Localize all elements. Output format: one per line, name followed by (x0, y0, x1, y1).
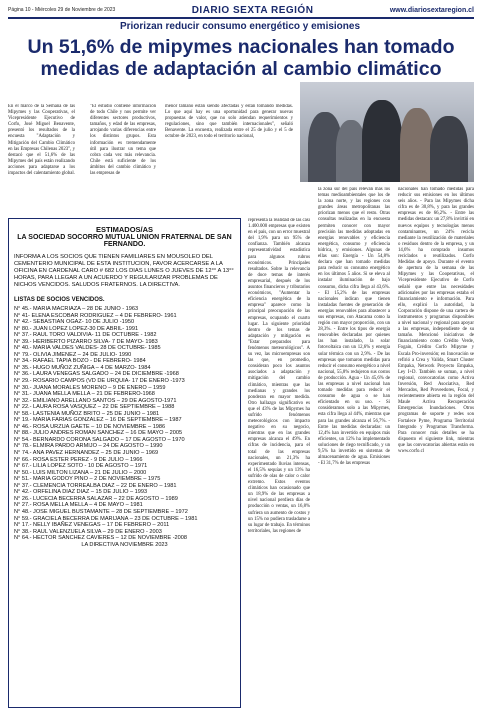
member-item: N° 41- ELENA ESCOBAR RODRIGUEZ – 4 DE FEBRERO- 1961 (14, 312, 177, 319)
member-item: N° 36.- LAURA VENEGAS SALGADO – 24 DE DICIEMBRE -1968 (14, 371, 179, 378)
member-item: N° 39.- HERIBERTO PIZARRO SILVA- 7 DE MAYO- 1983 (14, 338, 158, 345)
masthead: DIARIO SEXTA REGIÓN (191, 4, 314, 16)
page-date: Página 10 - Miércoles 29 de Noviembre de 2023 (8, 7, 116, 13)
member-item: N° 67.- LILIA LOPEZ SOTO - 10 DE AGOSTO – 1971 (14, 463, 148, 470)
notice-signoff: LA DIRECTIVA NOVIEMBRE 2023 (81, 541, 168, 548)
notice-title: ESTIMADOS/AS (95, 225, 154, 234)
member-item: N° 19.- MARIA FARIAS GONZALEZ – 16 DE SEPTIEMBRE – 1987 (14, 417, 182, 424)
member-item: N° 79.- OLIVIA JIMENEZ – 24 DE JULIO- 1990 (14, 351, 132, 358)
notice-subtitle: LA SOCIEDAD SOCORRO MUTUAL UNION FRATERNAL DE SAN FERNANDO. (17, 234, 232, 248)
member-item: N° 50.- LUIS MILTON LIZANA – 21 DE JULIO – 2000 (14, 469, 147, 476)
article-column-6: nacionales han tomado medidas para reducir sus emisiones en los últimos seis años. - Para las Mipymes dicha cifra es de 30,8%, y para las grandes empresas es de 66,2%. - Entre las medidas destacan: un 27,8% invirtió en nuevos equipos y tecnologías menos contaminantes, un 24% recicla mediante la reutilización de materiales o residuos dentro de la empresa, y un 14,6% ha comprado insumos reciclados o reutilizados. Corfo Medidas de apoyo. Durante el evento de apertura de la semana de las Mipymes y las Cooperativas, el Vicepresidente Ejecutivo de Corfo señaló que entre las necesidades adicionales por las empresas estaba el financiamiento e información. Para ello, explicó la autoridad, la Corporación dispone de una cartera de instrumentos y programas disponibles a nivel nacional y regional para apoyar a las empresas, independiente de su tamaño. Mencionó iniciativas de financiamiento como Crédito Verde, Fogain, Crédito Corfo Mipyme y Escala Pro-inversión; en Innovación se refirió a Crea y Valida, Smart Cluster Empaka, Network Proyecto Empaka, Ley I+D. También se suman, a nivel regional, convocatorias como Activa Inversión, Red Asociativa, Red Mercados, Red Proveedores, Focal, y recientemente abierta en la región del Maule Activa Recuperación Emergencias Inundaciones. Otros programas de soporte y redes son Fortalece Pyme, Programa Territorial Integrado y Programas Transforma. Para conocer más detalles se ha dispuesto el siguiente link, mientras que las convocatorias abiertas están en www.corfo.cl (398, 187, 474, 455)
member-item: N° 45.- MARIA MACRIAZA – 28 DE JUNIO - 1963 (14, 306, 139, 312)
member-item: N° 37.- RAUL TORO VALDIVIA- 11 DE OCTUBRE - 1982 (14, 332, 157, 339)
member-item: N° 54.- BERNARDO CORONA SALGADO – 17 DE AGOSTO – 1970 (14, 436, 185, 443)
member-item: N° 58.- LASTENIA MUÑOZ BRITO – 25 DE JUNIO – 1981 (14, 410, 160, 417)
article-column-3: menor tamaño están siendo afectadas y están tomando medidas. Lo que aquí hay es una oportunidad para generar nuevas propuestas de valor, que no solo atiendan requerimientos y regulaciones, sino que también internacionales", señaló Benavente. La encuesta, realizada entre el 25 de julio y el 5 de octubre de 2023, en todo el territorio nacional, (165, 104, 293, 140)
article-column-4: representa la realidad de las casi 1.400.000 empresas que existen en el país, con un error muestral del 1,9% para un 95% de confianza. También alcanza representatividad estadística para algunos rubros económicos. Principales resultados. Sobre la relevancia de doce temas de interés empresarial, después de los asuntos financieros y tributarios económicos, "Aumentar la eficiencia energética de la empresa" aparece como la principal preocupación de las empresas, ocupando el cuarto lugar. La siguiente prioridad dentro de los temas de adaptación y mitigación es "Estar preparados para fenómenos meteorológicos". A su vez, las microempresas son las que, en promedio, consideran poco los asuntos asociados a adaptación y mitigación del cambio climático, mientras que las medianas y grandes los ponderan en mayor medida. Otro hallazgo significativo es que el 43% de las Mipymes ha sufrido fenómenos meteorológicos con impacto negativo en su negocio, mientras que en las grandes empresas alcanza el 49%. En cifras de incidencia, para el total de las empresas nacionales, un 21,3% ha experimentado lluvias intensas, el 16,5% sequías y un 13% ha sufrido de olas de calor o calor extremo. Estos eventos climáticos han ocasionado que un 18,9% de las empresas a nivel nacional perdiera días de producción o ventas, un 16,8% sufriera un aumento de costos y un 15% no pudiera trasladarse a su lugar de trabajo. En términos territoriales, las regiones de (248, 218, 310, 534)
article-column-1: En el marco de la Semana de las Mipymes y las Cooperativas, el Vicepresidente Ejecutivo de Corfo, José Miguel Benavente, presentó los resultados de la encuesta "Adaptación y Mitigación del Cambio Climático en las Empresas Chilenas 2023", y destacó que el 51,6% de las Mipymes del país están realizando acciones para adaptarse a los impactos del calentamiento global. (8, 104, 75, 177)
article-column-2: "El estudio contiene información de todo Chile y nos permite ver diferentes sectores productivos, tamaños, y edad de las empresas, arrojando varias diferencias entre los distintos grupos. Esta información es tremendamente útil para ilustrar un tema que cobra cada vez más relevancia. Chile está suficiente de los ámbitos del cambio climático y las empresas de (90, 104, 156, 177)
member-item: N° 32.- EMILIANO ARELLANO SANTOS – 29 DE AGOSTO-1971 (14, 397, 177, 404)
member-item: N° 37.- CLEMENCIA TORREALBA DIAZ – 22 DE ENERO – 1981 (14, 482, 177, 489)
website-link[interactable]: www.diariosextaregion.cl (389, 6, 474, 14)
member-item: N° 29.- ROSARIO CAMPOS (VD DE URQUIA- 17 DE ENERO -1973 (14, 378, 185, 385)
member-item: N° 34.- RAFAEL TAPIA BOZO - DE FEBRERO- 1984 (14, 358, 146, 365)
member-item: N° 35.- HUGO MUÑOZ ZUÑIGA – 4 DE MARZO- 1984 (14, 364, 151, 371)
member-item: N° 42.- SEBASTIAN OGAZ- 10 DE JULIO -1950 (14, 319, 135, 326)
notice-body: INFORMA A LOS SOCIOS QUE TIENEN FAMILIARES EN MOUSOLEO DEL CEMENTERIO MUNICIPAL DE ESTA INSTITUCION, FAVOR ACERCARSE A LA OFICINA EN CARDENAL CARO # 682 LOS DIAS LUNES O JUEVES DE 12°° A 13°° HORAS, PARA LLEGAR A UN ACUERDO Y REGULARIZAR PROBLEMAS DE NICHOS VENCIDOS. SALUDOS FRATERNOS. LA DIRECTIVA. (14, 254, 234, 288)
article-photo (300, 82, 474, 182)
member-item: N° 59.- GRACIELA BECERRA DE MARIJANA – 23 DE OCTUBRE – 1981 (14, 515, 198, 522)
member-item: N° 66.- ROSA ESTER PEREZ - 9 DE JULIO – 1966 (14, 456, 143, 463)
member-item: N° 80.- JUAN LOPEZ LOPEZ-30 DE ABRIL- 1991 (14, 325, 139, 332)
member-item: N° 42.- ORFELINA DIAZ DIAZ – 15 DE JULIO – 1993 (14, 489, 148, 496)
member-item: N° 51.- MARIA GODOY PINO – 2 DE NOVIEMBRE – 1975 (14, 476, 161, 483)
member-item: N° 64.- HECTOR SANCHEZ CAVIERES – 12 DE NOVIEMBRE -2008 (14, 535, 187, 542)
member-item: N° 48.- JOSE MIGUEL BUSTAMANTE – 28 DE SEPTIEMBRE – 1972 (14, 508, 188, 515)
member-item: N° 22.- LAURA ROSA VASQUEZ – 22 DE SEPTIEMBRE – 1988 (14, 404, 175, 411)
members-list (14, 306, 235, 548)
member-item: N° 88.- JULIO ANDRES ROMAN SANCHEZ – 16 DE MAYO – 2005 (14, 430, 183, 437)
member-item: N° 17.- NELLY IBAÑEZ VENEGAS – 17 DE FEBRERO – 2011 (14, 522, 170, 529)
member-item: N° 40.- MARIA VALDES VALDES- 28 DE OCTUBRE- 1985 (14, 345, 161, 352)
member-item: N° 31.- JUANA MELLA MELLA – 21 DE FEBRERO-1968 (14, 391, 155, 398)
member-item: N° 78.- ELMIRA PARDO ARMIJO – 24 DE AGOSTO – 1990 (14, 443, 163, 450)
member-item: N° 46.- ROSA URZUA GAETE – 10 DE NOVIEMBRE – 1986 (14, 423, 166, 430)
article-kicker: Priorizan reducir consumo energético y emisiones (119, 21, 361, 32)
page-header (8, 3, 474, 19)
article-headline: Un 51,6% de mipymes nacionales han tomado medidas de adaptación al cambio climático (27, 36, 455, 80)
members-list-title: LISTAS DE SOCIOS VENCIDOS. (14, 297, 105, 303)
member-item: N° 30.- JUANA MORALES MORENO – 9 DE ENERO – 1959 (14, 384, 166, 391)
member-item: N° 26.- LUCECIA BECERRA SALAZAR – 22 DE AGOSTO – 1989 (14, 495, 178, 502)
member-item: N° 27.- ROSA MELLA MELLA – 4 DE MAYO – 1981 (14, 502, 143, 509)
article-column-5: la zona sur del país relevan más los temas medioambientales que los de la zona norte, y las regiones con grandes áreas metropolitanas las priorizan menos que el resto. Otras consultas realizadas en la encuesta permiten conocer con mayor precisión las medidas adoptadas en energías renovables y eficiencia energética, consumo y eficiencia hídrica, y emisiones. Algunas de ellas son: Energía - Un 54,8% declara que han tomado medidas para reducir su consumo energético en los últimos 5 años. Si se eleva al instalar iluminación de bajo consumo, dicha cifra llega al 43,6%. - El 15,2% de las empresas nacionales indican que tienen instaladas fuentes de generación de energías renovables para abastecer a sus empresas, con Atacama como la región con mayor proporción, con un 28,3%. - Entre los tipos de energía renovables declaradas por quienes las han instalado, la solar fotovoltaica con un 12,6% y energía solar térmica con un 2,9%. - De las empresas que tomaron medidas para reducir el consumo energético a nivel nacional, 55,8% redujeron sus costos de producción. Agua - Un 45,6% de las empresas a nivel nacional han tomado medidas para reducir el consumo de agua o se han eficientado en su uso. - Si consideramos solo a las Mipymes, esta cifra llega al 44%, mientras que para las grandes alcanza el 56,7%. - Entre las medidas declaradas: un 12,4% han invertido en equipos más eficientes, un 12% ha implementado soluciones de riego tecnificado, y un 9,5% ha invertido en sistemas de almacenamiento de agua. Emisiones - El 31,7% de las empresas (318, 187, 390, 467)
notice-box (8, 218, 241, 708)
member-item: N° 38.- RAUL VALENZUELA SILVA – 29 DE ENERO - 2003 (14, 528, 162, 535)
member-item: N° 74.- ANA PAVEZ HERNANDEZ – 25 DE JUNIO – 1969 (14, 450, 159, 457)
